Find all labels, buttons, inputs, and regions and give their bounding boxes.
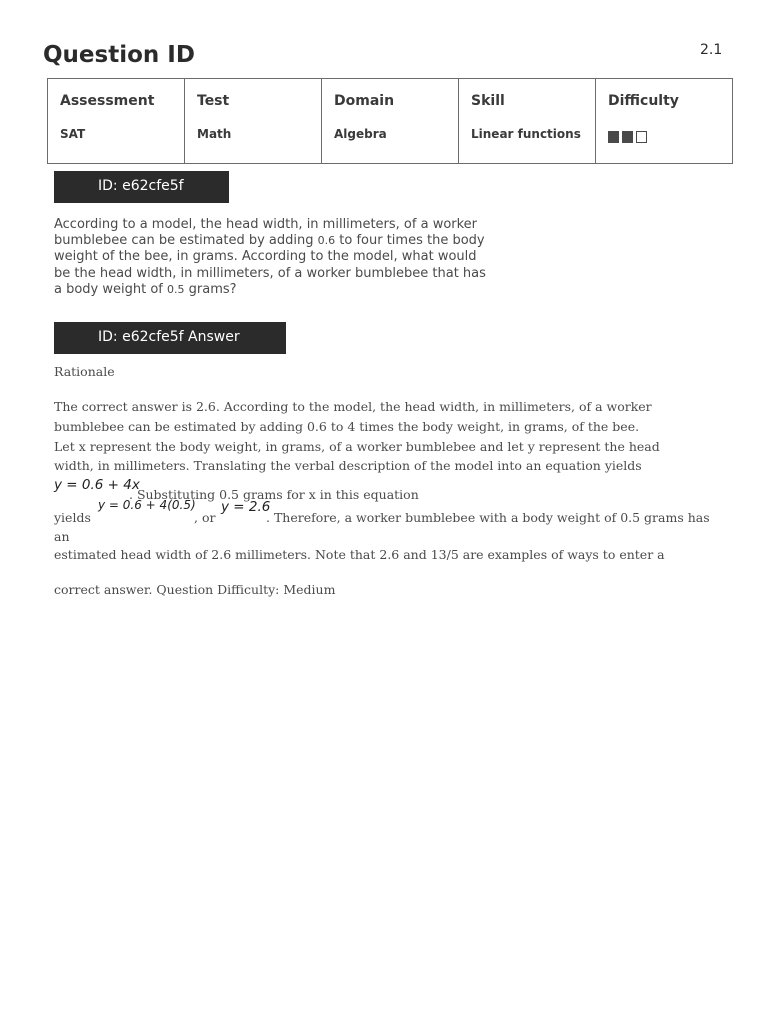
value-difficulty <box>596 127 733 164</box>
difficulty-square-filled <box>622 131 633 143</box>
question-text-part-2: to four times the body weight of the bee, in grams. According to the model, what would be the head width, in millimeters, of a worker bumblebee that has a body weight of <box>54 233 486 297</box>
header-assessment: Assessment <box>48 79 185 128</box>
question-number-2: 0.5 <box>167 282 185 296</box>
value-test: Math <box>185 127 322 164</box>
rationale-therefore: . Therefore, a worker bumblebee with a body weight of 0.5 grams has <box>266 510 710 525</box>
header-domain: Domain <box>322 79 459 128</box>
question-number-1: 0.6 <box>317 234 336 248</box>
value-assessment: SAT <box>48 127 185 164</box>
rationale-or: , or <box>194 510 216 525</box>
equation-model: y = 0.6 + 4x <box>54 477 140 493</box>
rationale-line-1: The correct answer is 2.6. According to the model, the head width, in millimeters, of a worker <box>54 399 652 414</box>
equation-substituted: y = 0.6 + 4(0.5) <box>98 498 196 512</box>
question-text <box>54 217 494 298</box>
rationale-yields: yields <box>54 510 91 525</box>
page-title: Question ID <box>43 42 195 68</box>
header-skill: Skill <box>459 79 596 128</box>
rationale-substituting: . Substituting 0.5 grams for x in this equation <box>129 487 419 502</box>
question-id-bar: ID: e62cfe5f <box>54 171 229 203</box>
rationale-line-4: width, in millimeters. Translating the verbal description of the model into an equation yields <box>54 458 642 473</box>
question-text-part-3: grams? <box>184 281 237 297</box>
metadata-value-row <box>48 127 733 164</box>
answer-id-bar: ID: e62cfe5f Answer <box>54 322 286 354</box>
rationale-final: correct answer. Question Difficulty: Medium <box>54 582 336 597</box>
difficulty-square-empty <box>636 131 647 143</box>
rationale-line-3: Let x represent the body weight, in grams, of a worker bumblebee and let y represent the head <box>54 439 660 454</box>
question-metadata-table <box>47 78 733 164</box>
page-number: 2.1 <box>700 42 723 58</box>
rationale-an: an <box>54 529 70 544</box>
rationale-label: Rationale <box>54 364 115 379</box>
rationale-line-2: bumblebee can be estimated by adding 0.6 to 4 times the body weight, in grams, of the bee. <box>54 419 640 434</box>
value-domain: Algebra <box>322 127 459 164</box>
metadata-header-row <box>48 79 733 128</box>
header-difficulty: Difficulty <box>596 79 733 128</box>
header-test: Test <box>185 79 322 128</box>
rationale-estimated: estimated head width of 2.6 millimeters. Note that 2.6 and 13/5 are examples of ways to enter a <box>54 547 665 562</box>
question-text-part-1: According to a model, the head width, in millimeters, of a worker bumblebee can be estimated by adding <box>54 217 478 249</box>
value-skill: Linear functions <box>459 127 596 164</box>
difficulty-indicator <box>608 131 647 143</box>
equation-result: y = 2.6 <box>221 499 271 515</box>
difficulty-square-filled <box>608 131 619 143</box>
